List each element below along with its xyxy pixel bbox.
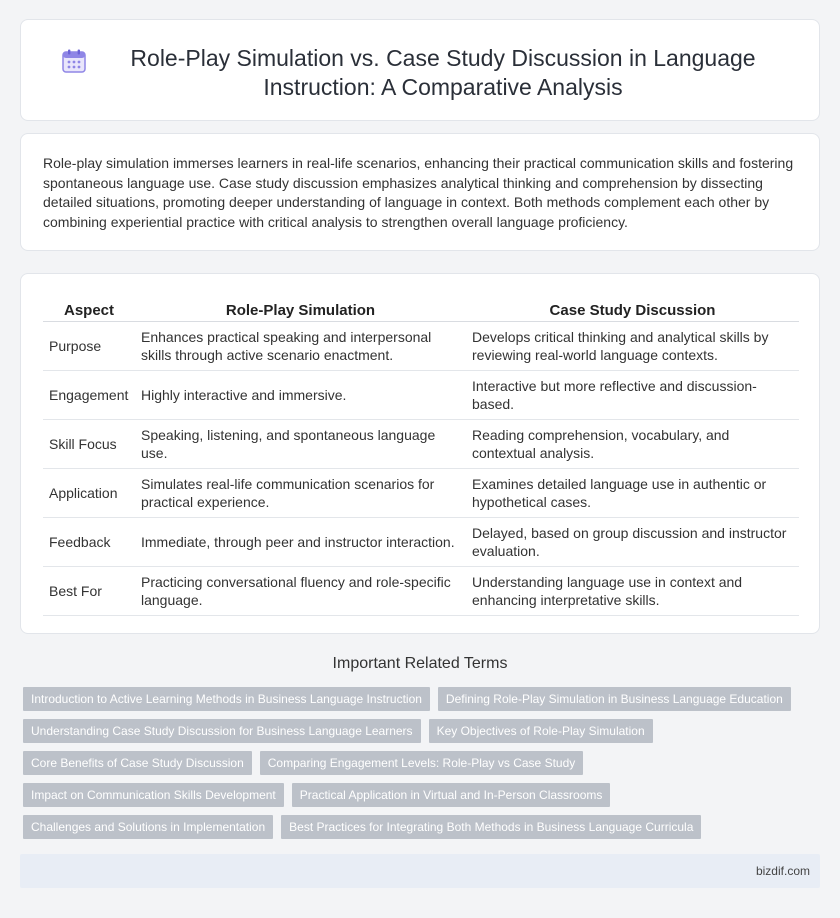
intro-paragraph: Role-play simulation immerses learners in real-life scenarios, enhancing their practical communication skills and fostering spontaneous language use. Case study discussion emphasizes analytical thinking and comprehension by dissecting detailed situations, promoting deeper understanding of language in context. Both methods complement each other by combining experiential practice with critical analysis to strengthen overall language proficiency. <box>43 155 794 230</box>
row-case-study: Reading comprehension, vocabulary, and contextual analysis. <box>466 419 799 468</box>
row-aspect: Feedback <box>43 517 135 566</box>
header-card <box>20 19 820 121</box>
row-role-play: Simulates real-life communication scenarios for practical experience. <box>135 468 466 517</box>
header-case-study: Case Study Discussion <box>466 294 799 321</box>
related-term-tag[interactable]: Key Objectives of Role-Play Simulation <box>429 719 653 743</box>
related-term-tag[interactable]: Practical Application in Virtual and In-Person Classrooms <box>292 783 611 807</box>
related-term-tag[interactable]: Understanding Case Study Discussion for Business Language Learners <box>23 719 421 743</box>
comparison-card <box>20 273 820 634</box>
row-case-study: Interactive but more reflective and discussion-based. <box>466 370 799 419</box>
row-aspect: Application <box>43 468 135 517</box>
related-term-tag[interactable]: Challenges and Solutions in Implementation <box>23 815 273 839</box>
row-case-study: Delayed, based on group discussion and instructor evaluation. <box>466 517 799 566</box>
header-aspect: Aspect <box>43 294 135 321</box>
row-aspect: Purpose <box>43 321 135 370</box>
related-term-tag[interactable]: Introduction to Active Learning Methods in Business Language Instruction <box>23 687 430 711</box>
related-terms-title: Important Related Terms <box>332 655 508 672</box>
related-term-tag[interactable]: Impact on Communication Skills Development <box>23 783 284 807</box>
row-aspect: Engagement <box>43 370 135 419</box>
page-title: Role-Play Simulation vs. Case Study Discussion in Language Instruction: A Comparative Analysis <box>130 45 756 100</box>
related-term-tag[interactable]: Core Benefits of Case Study Discussion <box>23 751 252 775</box>
row-case-study: Develops critical thinking and analytical skills by reviewing real-world language contexts. <box>466 321 799 370</box>
footer-site-link[interactable]: bizdif.com <box>755 864 810 878</box>
row-aspect: Skill Focus <box>43 419 135 468</box>
title-wrap <box>21 44 819 102</box>
header-role-play: Role-Play Simulation <box>135 294 466 321</box>
related-terms-list <box>23 687 823 839</box>
related-term-tag[interactable]: Comparing Engagement Levels: Role-Play vs Case Study <box>260 751 584 775</box>
intro-card <box>20 133 820 251</box>
related-term-tag[interactable]: Defining Role-Play Simulation in Business Language Education <box>438 687 791 711</box>
row-role-play: Enhances practical speaking and interpersonal skills through active scenario enactment. <box>135 321 466 370</box>
row-role-play: Immediate, through peer and instructor interaction. <box>135 517 466 566</box>
calendar-icon <box>61 48 87 74</box>
table-row <box>43 468 799 517</box>
row-case-study: Understanding language use in context and enhancing interpretative skills. <box>466 566 799 615</box>
row-aspect: Best For <box>43 566 135 615</box>
table-row <box>43 566 799 615</box>
row-role-play: Speaking, listening, and spontaneous language use. <box>135 419 466 468</box>
table-row <box>43 419 799 468</box>
row-role-play: Highly interactive and immersive. <box>135 370 466 419</box>
table-row <box>43 321 799 370</box>
footer <box>20 854 820 888</box>
table-row <box>43 370 799 419</box>
row-role-play: Practicing conversational fluency and role-specific language. <box>135 566 466 615</box>
table-header-row <box>43 294 799 321</box>
table-row <box>43 517 799 566</box>
comparison-table <box>43 294 799 616</box>
related-term-tag[interactable]: Best Practices for Integrating Both Methods in Business Language Curricula <box>281 815 701 839</box>
row-case-study: Examines detailed language use in authentic or hypothetical cases. <box>466 468 799 517</box>
